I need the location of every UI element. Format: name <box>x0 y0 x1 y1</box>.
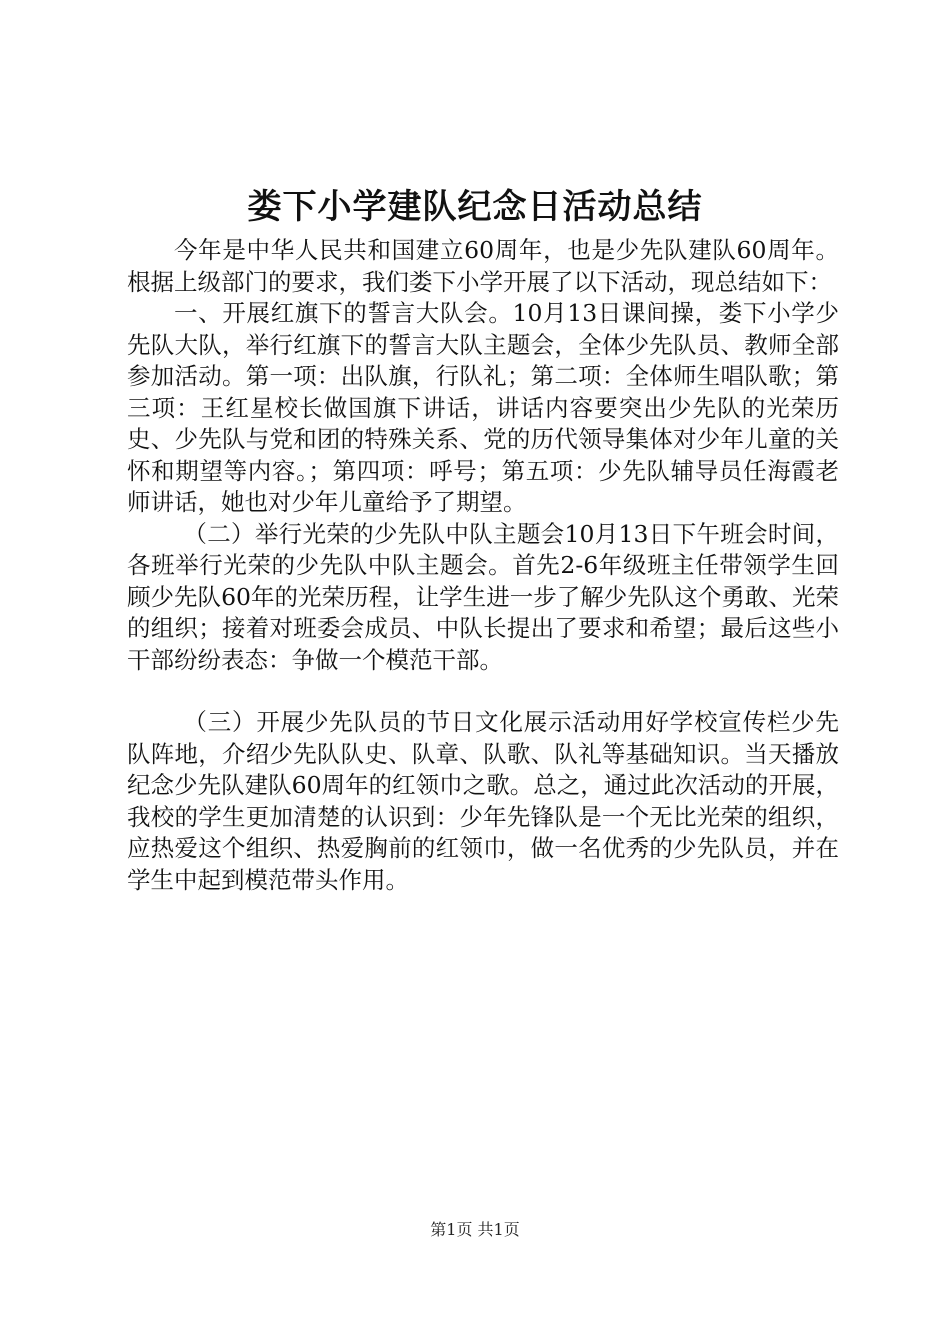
paragraph-spacer <box>127 676 839 707</box>
section-two-paragraph: （二）举行光荣的少先队中队主题会10月13日下午班会时间，各班举行光荣的少先队中队主题会。首先2-6年级班主任带领学生回顾少先队60年的光荣历程，让学生进一步了解少先队这个勇敢、光荣的组织；接着对班委会成员、中队长提出了要求和希望；最后这些小干部纷纷表态：争做一个模范干部。 <box>127 519 839 674</box>
intro-paragraph: 今年是中华人民共和国建立60周年，也是少先队建队60周年。根据上级部门的要求，我们娄下小学开展了以下活动，现总结如下： <box>127 236 839 296</box>
page-title: 娄下小学建队纪念日活动总结 <box>247 187 703 227</box>
section-one-paragraph: 一、开展红旗下的誓言大队会。10月13日课间操，娄下小学少先队大队，举行红旗下的誓言大队主题会，全体少先队员、教师全部参加活动。第一项：出队旗，行队礼；第二项：全体师生唱队歌；第三项：王红星校长做国旗下讲话，讲话内容要突出少先队的光荣历史、少先队与党和团的特殊关系、党的历代领导集体对少年儿童的关怀和期望等内容。；第四项：呼号；第五项：少先队辅导员任海霞老师讲话，她也对少年儿童给予了期望。 <box>127 299 839 516</box>
page-footer: 第1页 共1页 <box>430 1220 520 1239</box>
document-body <box>127 235 839 896</box>
section-three-paragraph: （三）开展少先队员的节日文化展示活动用好学校宣传栏少先队阵地，介绍少先队队史、队章、队歌、队礼等基础知识。当天播放纪念少先队建队60周年的红领巾之歌。总之，通过此次活动的开展，我校的学生更加清楚的认识到：少年先锋队是一个无比光荣的组织，应热爱这个组织、热爱胸前的红领巾，做一名优秀的少先队员，并在学生中起到模范带头作用。 <box>127 708 839 894</box>
